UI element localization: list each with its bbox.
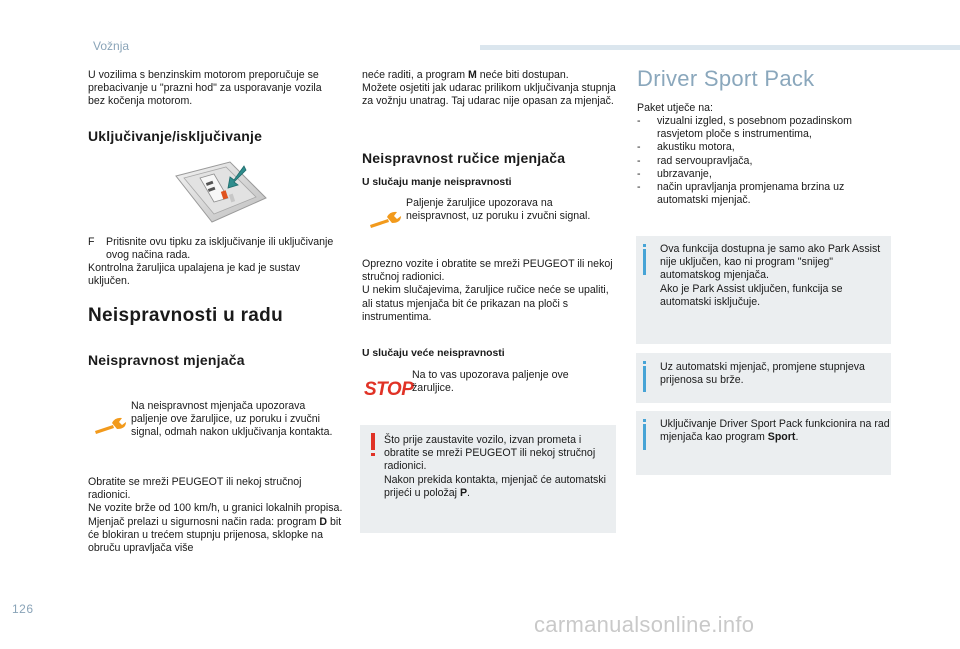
minor-fault-text: Oprezno vozite i obratite se mreži PEUGEOT ili nekoj stručnoj radionici. U nekim slučajevima, žaruljice ručice neće se upaliti, ali status mjenjača bit će prikazan na ploči s instrumentima. — [362, 258, 613, 323]
wrench-icon — [93, 414, 127, 436]
gearbox-text — [88, 476, 343, 555]
list-item: - ubrzavanje, — [637, 168, 893, 181]
switch-bullet — [88, 236, 340, 262]
watermark: carmanualsonline.info — [534, 612, 755, 637]
paddle-heading: Neispravnost ručice mjenjača — [362, 150, 566, 166]
gearbox-warning: Na neispravnost mjenjača upozorava paljenje ove žaruljice, uz poruku i zvučni signal, odmah nakon uključivanja kontakta. — [131, 400, 333, 439]
list-item: - akustiku motora, — [637, 141, 893, 154]
caution-text: Što prije zaustavite vozilo, izvan prometa i obratite se mreži PEUGEOT ili nekoj stručnoj radionici. Nakon prekida kontakta, mjenjač će automatski prijeći u položaj P. — [384, 434, 606, 499]
list-item: - način upravljanja promjenama brzina uz automatski mjenjač. — [637, 181, 893, 207]
driver-sport-pack-title: Driver Sport Pack — [637, 66, 815, 91]
major-fault-heading: U slučaju veće neispravnosti — [362, 348, 505, 359]
mode-button-illustration — [170, 158, 270, 228]
info-text-1: Ova funkcija dostupna je samo ako Park Assist nije uključen, kao ni program "snijeg" automatskog mjenjača. Ako je Park Assist uključen, funkcija se automatski isključuje. — [660, 243, 881, 308]
section-label: Vožnja — [93, 39, 130, 53]
minor-warning: Paljenje žaruljice upozorava na neispravnost, uz poruku i zvučni signal. — [406, 197, 591, 223]
info-icon — [643, 249, 646, 275]
switch-note: Kontrolna žaruljica upalajena je kad je sustav uključen. — [88, 262, 301, 288]
info-icon — [643, 366, 646, 392]
switch-heading: Uključivanje/isključivanje — [88, 128, 263, 144]
info-text-3: Uključivanje Driver Sport Pack funkcionira na rad mjenjača kao program Sport. — [660, 418, 890, 444]
intro-paragraph: U vozilima s benzinskim motorom preporučuje se prebacivanje u "prazni hod" za usporavanje vozila bez kočenja motorom. — [88, 69, 322, 108]
pack-intro: Paket utječe na: — [637, 102, 713, 114]
bullet-marker: F — [88, 236, 95, 248]
info-icon — [643, 424, 646, 450]
gearbox-text-3: Mjenjač prelazi u sigurnosni način rada: program D bit će blokiran u trećem stupnju prijenosa, sklopke na obruču upravljača više — [88, 515, 342, 555]
gearbox-heading: Neispravnost mjenjača — [88, 352, 245, 368]
switch-bullet-text: Pritisnite ovu tipku za isključivanje ili uključivanje ovog načina rada. — [106, 236, 334, 262]
continuation-text: neće raditi, a program M neće biti dostupan. Možete osjetiti jak udarac prilikom uključivanja stupnja za vožnju unatrag. Taj udarac nije opasan za mjenjač. — [362, 69, 616, 108]
caution-icon — [371, 433, 375, 450]
page-number: 126 — [12, 602, 34, 616]
pack-list — [637, 115, 893, 207]
list-item: - rad servoupravljača, — [637, 155, 893, 168]
minor-fault-heading: U slučaju manje neispravnosti — [362, 177, 512, 188]
gearbox-text-1: Obratite se mreži PEUGEOT ili nekoj stručnoj radionici. — [88, 476, 302, 502]
wrench-icon — [368, 208, 402, 230]
major-warning: Na to vas upozorava paljenje ove žaruljice. — [412, 369, 569, 395]
faults-heading: Neispravnosti u radu — [88, 305, 283, 326]
info-text-2: Uz automatski mjenjač, promjene stupnjeva prijenosa su brže. — [660, 361, 865, 387]
stop-icon: STOP — [364, 379, 414, 400]
header-bar — [480, 45, 960, 50]
list-item: - vizualni izgled, s posebnom pozadinskom rasvjetom ploče s instrumentima, — [637, 115, 893, 141]
gearbox-text-2: Ne vozite brže od 100 km/h, u granici lokalnih propisa. — [88, 502, 343, 515]
